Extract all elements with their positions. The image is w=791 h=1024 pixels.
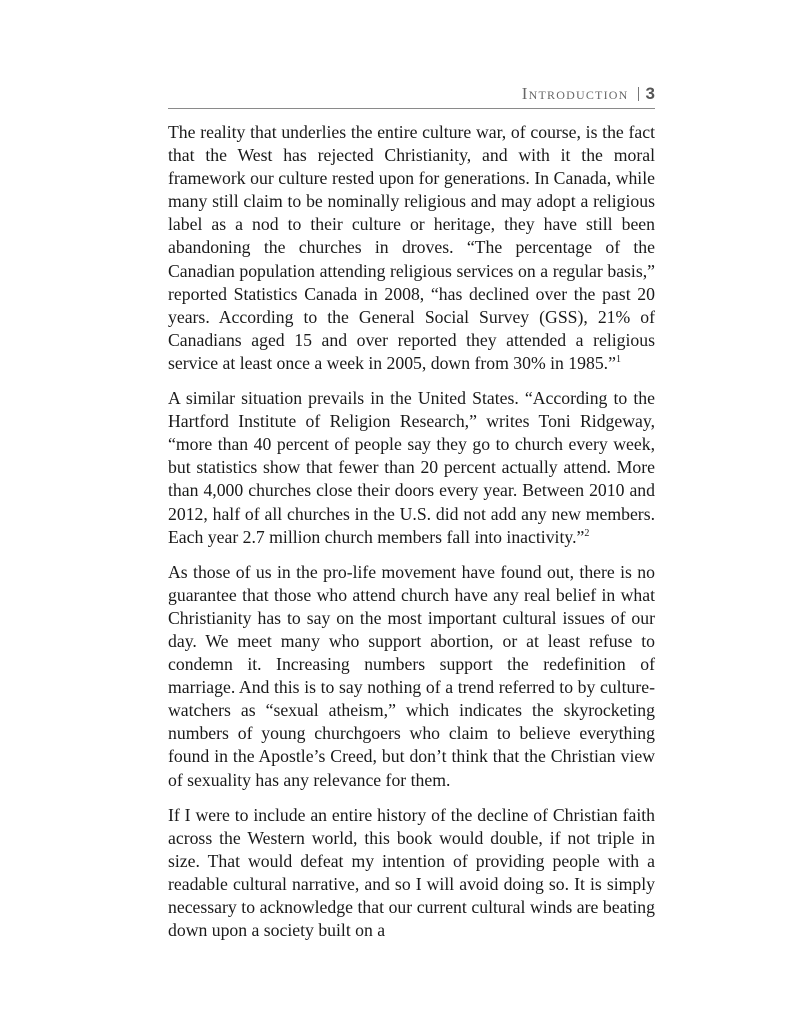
paragraph-3 xyxy=(168,561,655,792)
body-text xyxy=(168,121,655,954)
footnote-ref-1[interactable]: 1 xyxy=(615,354,621,366)
footnote-ref-2[interactable]: 2 xyxy=(584,527,590,539)
paragraph-4 xyxy=(168,804,655,943)
paragraph-1 xyxy=(168,121,655,375)
running-header-title: Introduction xyxy=(521,84,629,103)
paragraph-text: As those of us in the pro-life movement have found out, there is no guarantee that those who attend church have any real belief in what Christianity has to say on the most important cultural issues of our day. We meet many who support abortion, or at least refuse to condemn it. Increasing numbers support the redefinition of marriage. And this is to say nothing of a trend referred to by culture-watchers as “sexual atheism,” which indicates the skyrocketing numbers of young churchgoers who claim to believe everything found in the Apostle’s Creed, but don’t think that the Christian view of sexuality has any relevance for them. xyxy=(168,561,655,790)
header-separator xyxy=(638,87,639,101)
page-number: 3 xyxy=(645,84,655,103)
paragraph-2 xyxy=(168,387,655,549)
paragraph-text: The reality that underlies the entire culture war, of course, is the fact that the West has rejected Christianity, and with it the moral framework our culture rested upon for generations. In Canada, while many still claim to be nominally religious and may adopt a religious label as a nod to their culture or heritage, they have still been abandoning the churches in droves. “The percentage of the Canadian population attending religious services on a regular basis,” reported Statistics Canada in 2008, “has declined over the past 20 years. According to the General Social Survey (GSS), 21% of Canadians aged 15 and over reported they attended a religious service at least once a week in 2005, down from 30% in 1985.” xyxy=(168,122,655,373)
paragraph-text: A similar situation prevails in the United States. “According to the Hartford Institute of Religion Research,” writes Toni Ridgeway, “more than 40 percent of people say they go to church every week, but statistics show that fewer than 20 percent actually attend. More than 4,000 churches close their doors every year. Between 2010 and 2012, half of all churches in the U.S. did not add any new members. Each year 2.7 million church members fall into inactivity.” xyxy=(168,388,655,547)
running-header xyxy=(168,84,655,104)
header-rule xyxy=(168,108,655,109)
paragraph-text: If I were to include an entire history of the decline of Christian faith across the Western world, this book would double, if not triple in size. That would defeat my intention of providing people with a readable cultural narrative, and so I will avoid doing so. It is simply necessary to acknowledge that our current cultural winds are beating down upon a society built on a xyxy=(168,804,655,941)
